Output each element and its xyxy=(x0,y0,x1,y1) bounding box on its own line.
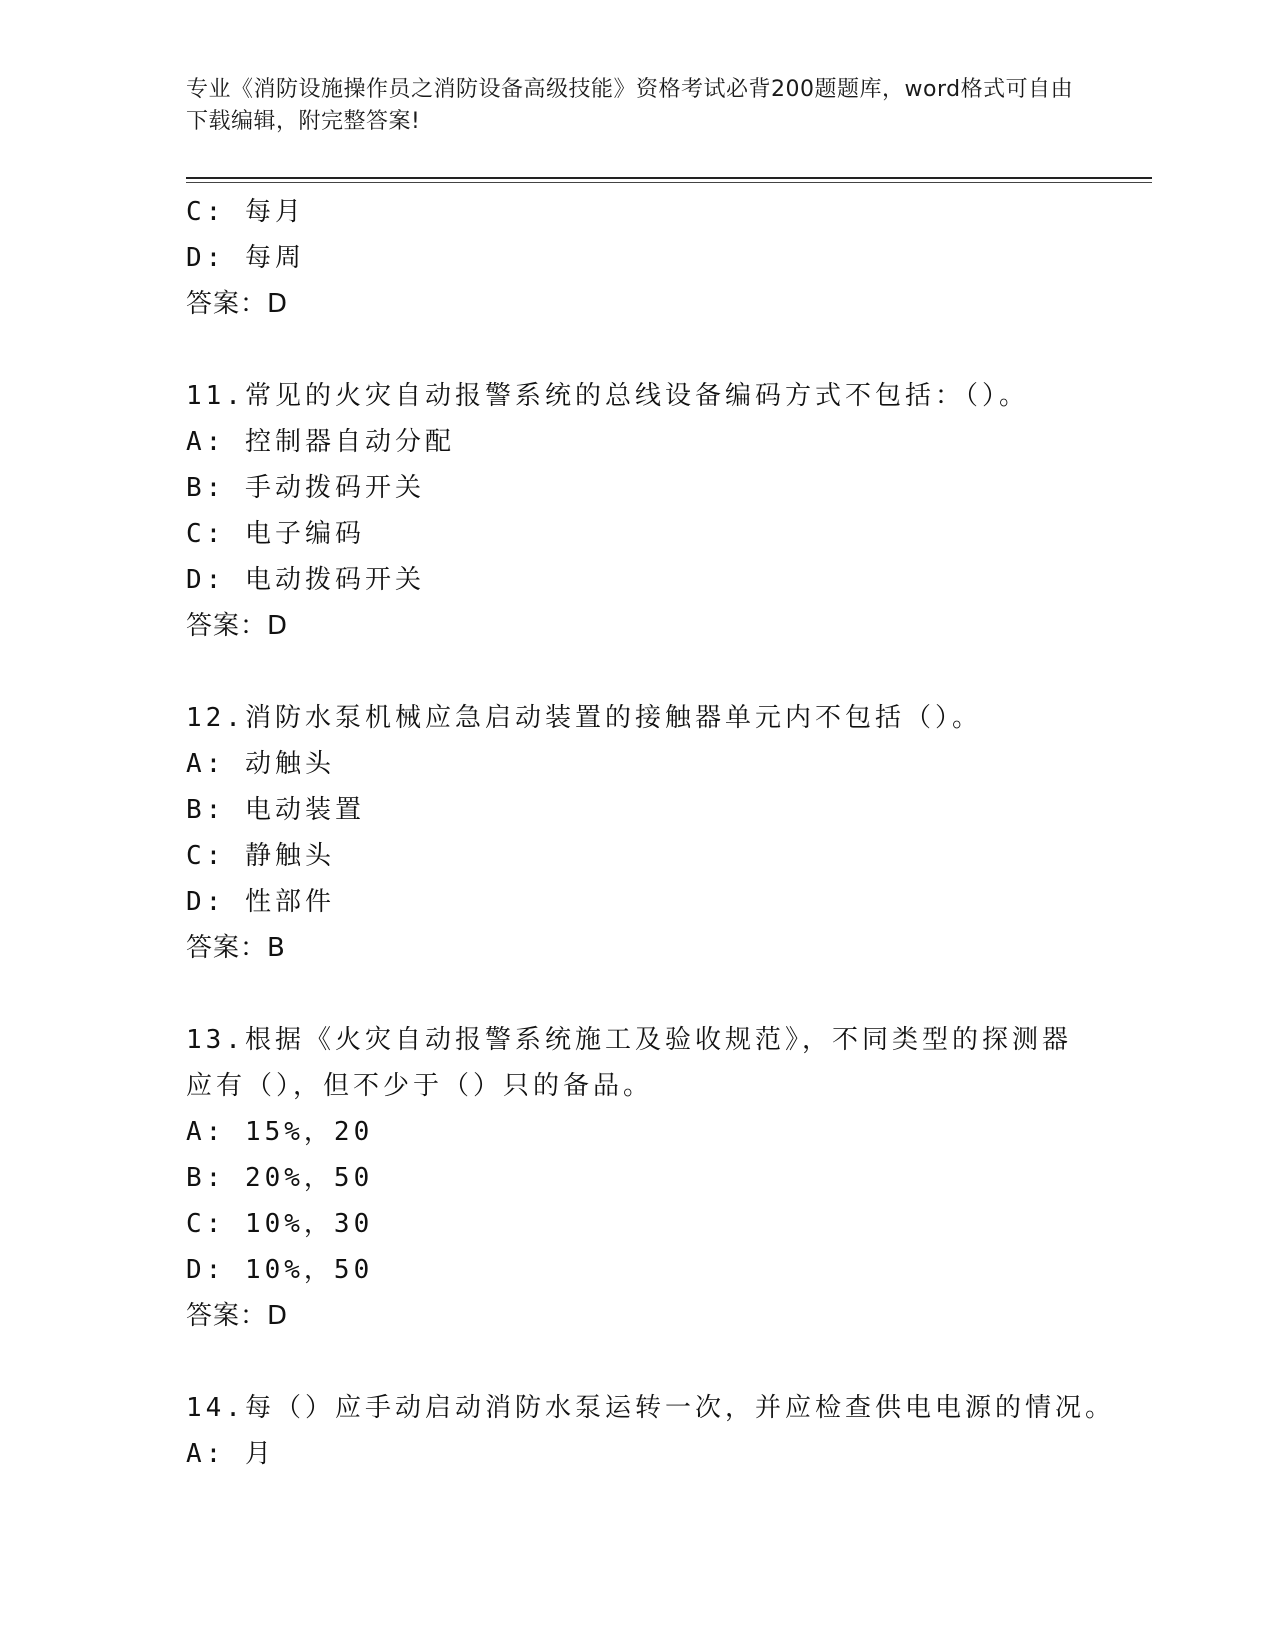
option-a: A: 15%，20 xyxy=(186,1117,374,1147)
spacer xyxy=(186,1339,1086,1385)
option-d: D: 每周 xyxy=(186,243,305,273)
option-b: B: 20%，50 xyxy=(186,1163,374,1193)
question-stem: 12.消防水泵机械应急启动装置的接触器单元内不包括（）。 xyxy=(186,703,982,733)
question-list xyxy=(186,189,1115,1477)
answer-line: 答案：B xyxy=(186,933,286,963)
question-block-10 xyxy=(186,189,1086,327)
option-c: C: 10%，30 xyxy=(186,1209,374,1239)
question-block-12 xyxy=(186,695,1086,971)
question-block-14 xyxy=(186,1385,1115,1477)
option-c: C: 静触头 xyxy=(186,841,335,871)
document-header: 专业《消防设施操作员之消防设备高级技能》资格考试必背200题题库，word格式可自由下载编辑，附完整答案! xyxy=(186,77,1074,134)
option-d: D: 10%，50 xyxy=(186,1255,374,1285)
option-b: B: 电动装置 xyxy=(186,795,365,825)
answer-line: 答案：D xyxy=(186,1301,289,1331)
option-a: A: 控制器自动分配 xyxy=(186,427,455,457)
option-a: A: 动触头 xyxy=(186,749,335,779)
question-stem: 14.每（）应手动启动消防水泵运转一次，并应检查供电电源的情况。 xyxy=(186,1393,1115,1423)
header-divider-thin xyxy=(186,182,1152,183)
option-c: C: 电子编码 xyxy=(186,519,365,549)
header-divider-thick xyxy=(186,177,1152,179)
answer-line: 答案：D xyxy=(186,611,289,641)
spacer xyxy=(186,327,1086,373)
question-stem: 11.常见的火灾自动报警系统的总线设备编码方式不包括：（）。 xyxy=(186,381,1029,411)
option-d: D: 性部件 xyxy=(186,887,335,917)
question-block-13 xyxy=(186,1017,1086,1339)
spacer xyxy=(186,971,1086,1017)
option-c: C: 每月 xyxy=(186,197,305,227)
option-d: D: 电动拨码开关 xyxy=(186,565,425,595)
question-stem: 13.根据《火灾自动报警系统施工及验收规范》，不同类型的探测器应有（），但不少于（）只的备品。 xyxy=(186,1025,1072,1101)
question-block-11 xyxy=(186,373,1086,649)
option-b: B: 手动拨码开关 xyxy=(186,473,425,503)
answer-line: 答案：D xyxy=(186,289,289,319)
option-a: A: 月 xyxy=(186,1439,275,1469)
spacer xyxy=(186,649,1086,695)
